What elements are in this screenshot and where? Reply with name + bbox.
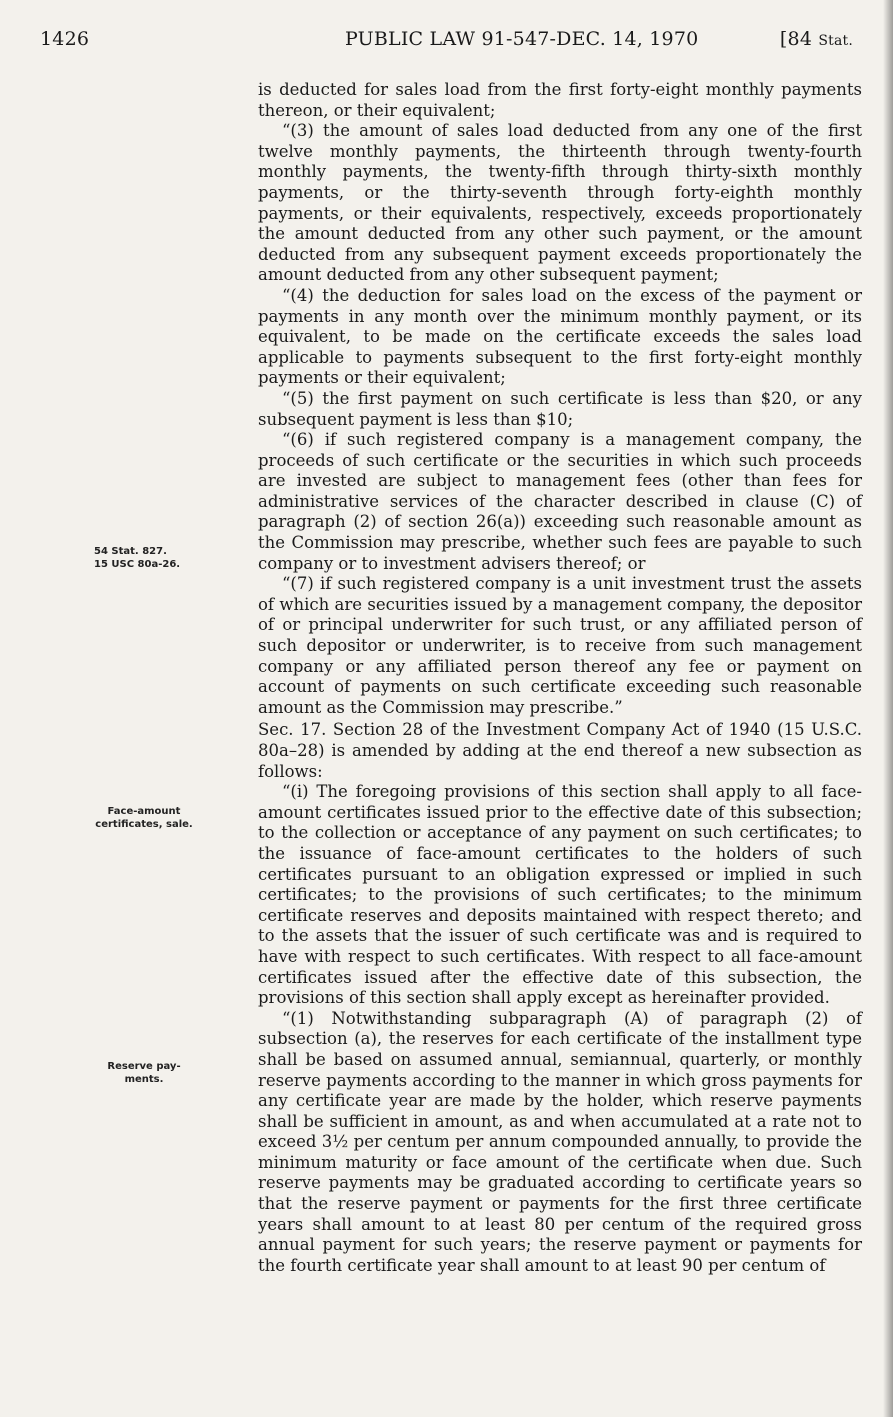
section-paragraph: Sec. 17. Section 28 of the Investment Company Act of 1940 (15 U.S.C. 80a–28) is amended by adding at the end thereof a new subsection as follows:	[258, 720, 862, 781]
margin-note-line: certificates, sale.	[95, 819, 193, 830]
body-text	[258, 80, 862, 1276]
page-edge-shadow	[883, 0, 893, 1417]
margin-note-statute	[94, 545, 214, 571]
statute-reference-prefix: [84	[779, 28, 819, 50]
paragraph: “(1) Notwithstanding subparagraph (A) of paragraph (2) of subsection (a), the reserves for each certificate of the installment type shall be based on assumed annual, semiannual, quarterly, or monthly reserve payments according to the manner in which gross payments for any certificate year are made by the holder, which reserve payments shall be sufficient in amount, as and when accumulated at a rate not to exceed 3½ per centum per annum compounded annually, to provide the minimum maturity or face amount of the certificate when due. Such reserve payments may be graduated according to certificate years so that the reserve payment or payments for the first three certificate years shall amount to at least 80 per centum of the required gross annual payment for such years; the reserve payment or payments for the fourth certificate year shall amount to at least 90 per centum of	[258, 1008, 862, 1275]
paragraph: “(5) the first payment on such certificate is less than $20, or any subsequent payment is less than $10;	[258, 388, 862, 429]
margin-note-face-amount	[84, 805, 204, 831]
paragraph: “(6) if such registered company is a management company, the proceeds of such certificate or the securities in which such proceeds are invested are subject to management fees (other than fees for administrative services of the character described in clause (C) of paragraph (2) of section 26(a)) exceeding such reasonable amount as the Commission may prescribe, whether such fees are payable to such company or to investment advisers thereof; or	[258, 430, 862, 573]
paragraph: “(i) The foregoing provisions of this section shall apply to all face-amount certificates issued prior to the effective date of this subsection; to the collection or acceptance of any payment on such certificates; to the issuance of face-amount certificates to the holders of such certificates pursuant to an obligation expressed or implied in such certificates; to the provisions of such certificates; to the minimum certificate reserves and deposits maintained with respect thereto; and to the assets that the issuer of such certificate was and is required to have with respect to such certificates. With respect to all face-amount certificates issued after the effective date of this subsection, the provisions of this section shall apply except as hereinafter provided.	[258, 782, 862, 1008]
margin-note-line: Face-amount	[107, 806, 181, 817]
page-title: PUBLIC LAW 91-547-DEC. 14, 1970	[345, 28, 699, 50]
statute-reference-stat: Stat.	[818, 33, 853, 49]
paragraph: “(3) the amount of sales load deducted from any one of the first twelve monthly payments, the thirteenth through twenty-fourth monthly payments, the twenty-fifth through thirty-sixth monthly payments, or the thirty-seventh through forty-eighth monthly payments, or their equivalents, respectively, exceeds proportionately the amount deducted from any other such payment, or the amount deducted from any subsequent payment exceeds proportionately the amount deducted from any other subsequent payment;	[258, 121, 862, 285]
margin-note-reserve-payments	[84, 1060, 204, 1086]
margin-note-line: Reserve pay-	[107, 1061, 181, 1072]
statute-reference	[780, 28, 853, 50]
paragraph: “(7) if such registered company is a unit investment trust the assets of which are securities issued by a management company, the depositor of or principal underwriter for such trust, or any affiliated person of such depositor or underwriter, is to receive from such management company or any affiliated person thereof any fee or payment on account of payments on such certificate exceeding such reasonable amount as the Commission may prescribe.”	[258, 574, 862, 717]
margin-note-line: 15 USC 80a-26.	[94, 559, 181, 570]
margin-note-line: 54 Stat. 827.	[94, 546, 167, 557]
margin-note-line: ments.	[124, 1074, 164, 1085]
paragraph: is deducted for sales load from the first forty-eight monthly payments thereon, or their equivalent;	[258, 80, 862, 120]
page-number: 1426	[40, 28, 90, 50]
paragraph: “(4) the deduction for sales load on the excess of the payment or payments in any month over the minimum monthly payment, or its equivalent, to be made on the certificate exceeds the sales load applicable to payments subsequent to the first forty-eight monthly payments or their equivalent;	[258, 285, 862, 388]
